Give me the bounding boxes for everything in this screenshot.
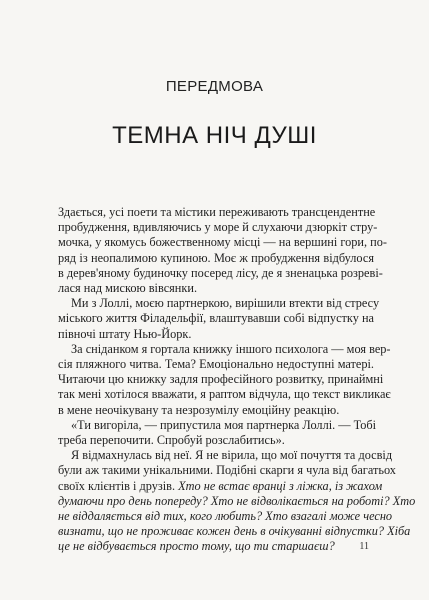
text-line bbox=[58, 509, 393, 524]
text-line: міського життя Філадельфії, влаштувавши собі відпустку на bbox=[58, 311, 374, 326]
page-number: 11 bbox=[359, 541, 369, 552]
body-text bbox=[58, 205, 416, 555]
text-line: ряд із неопалимою купиною. Моє ж пробудження відбулося bbox=[58, 250, 374, 265]
text-line bbox=[58, 493, 416, 509]
text-line: в дерев'яному будиночку посеред лісу, де я зненацька розреві- bbox=[58, 265, 383, 280]
text-line: півночі штату Нью-Йорк. bbox=[58, 326, 192, 341]
section-label: ПЕРЕДМОВА bbox=[165, 78, 264, 95]
text-line bbox=[58, 478, 383, 494]
text-line: були аж такими унікальними. Подібні скарги я чула від багатьох bbox=[58, 463, 396, 478]
text-line: «Ти вигоріла, — припустила моя партнерка Лоллі. — Тобі bbox=[71, 417, 377, 432]
italic-text-segment: Хто не встає вранці з ліжка, із жахом bbox=[178, 478, 383, 493]
text-line: лася над мискою вівсянки. bbox=[58, 281, 198, 296]
text-line: Здається, усі поети та містики переживають трансцендентне bbox=[58, 205, 376, 219]
chapter-title: ТЕМНА НІЧ ДУШІ bbox=[112, 122, 317, 149]
text-line: мочка, у якомусь божественному місці — на вершині гори, по- bbox=[58, 235, 387, 250]
text-line: Я відмахнулась від неї. Я не вірила, що мої почуття та досвід bbox=[71, 448, 393, 463]
text-line: сія пляжного читва. Тема? Емоціонально недоступні матері. bbox=[58, 357, 374, 372]
text-line bbox=[58, 539, 374, 554]
text-line: в мене неочікувану та незрозумілу емоційну реакцію. bbox=[58, 402, 340, 417]
italic-text-segment: не віддаляється від тих, кого любить? Хто взагалі може чесно bbox=[58, 509, 393, 524]
text-line: Читаючи цю книжку задля професійного розвитку, принаймні bbox=[58, 372, 384, 387]
italic-text-segment: визнати, що не проживає кожен день в очікуванні відпустки? Хіба bbox=[58, 524, 411, 539]
text-line bbox=[58, 524, 411, 539]
text-line: Ми з Лоллі, моєю партнеркою, вирішили втекти від стресу bbox=[71, 296, 380, 311]
text-line: пробудження, вдивляючись у море й слухаючи дзюркіт стру- bbox=[58, 220, 378, 235]
text-line: так мені хотілося вважати, я раптом відчула, що текст викликає bbox=[58, 387, 391, 402]
text-segment: своїх клієнтів і друзів. bbox=[58, 478, 176, 493]
italic-text-segment: думаючи про день попереду? Хто не відволікається на роботі? Хто bbox=[58, 493, 416, 508]
italic-text-segment: це не відбувається просто тому, що ти старшаєш? bbox=[58, 539, 335, 554]
text-line: За сніданком я гортала книжку іншого психолога — моя вер- bbox=[71, 341, 391, 356]
text-line: треба перепочити. Спробуй розслабитись». bbox=[58, 433, 285, 448]
